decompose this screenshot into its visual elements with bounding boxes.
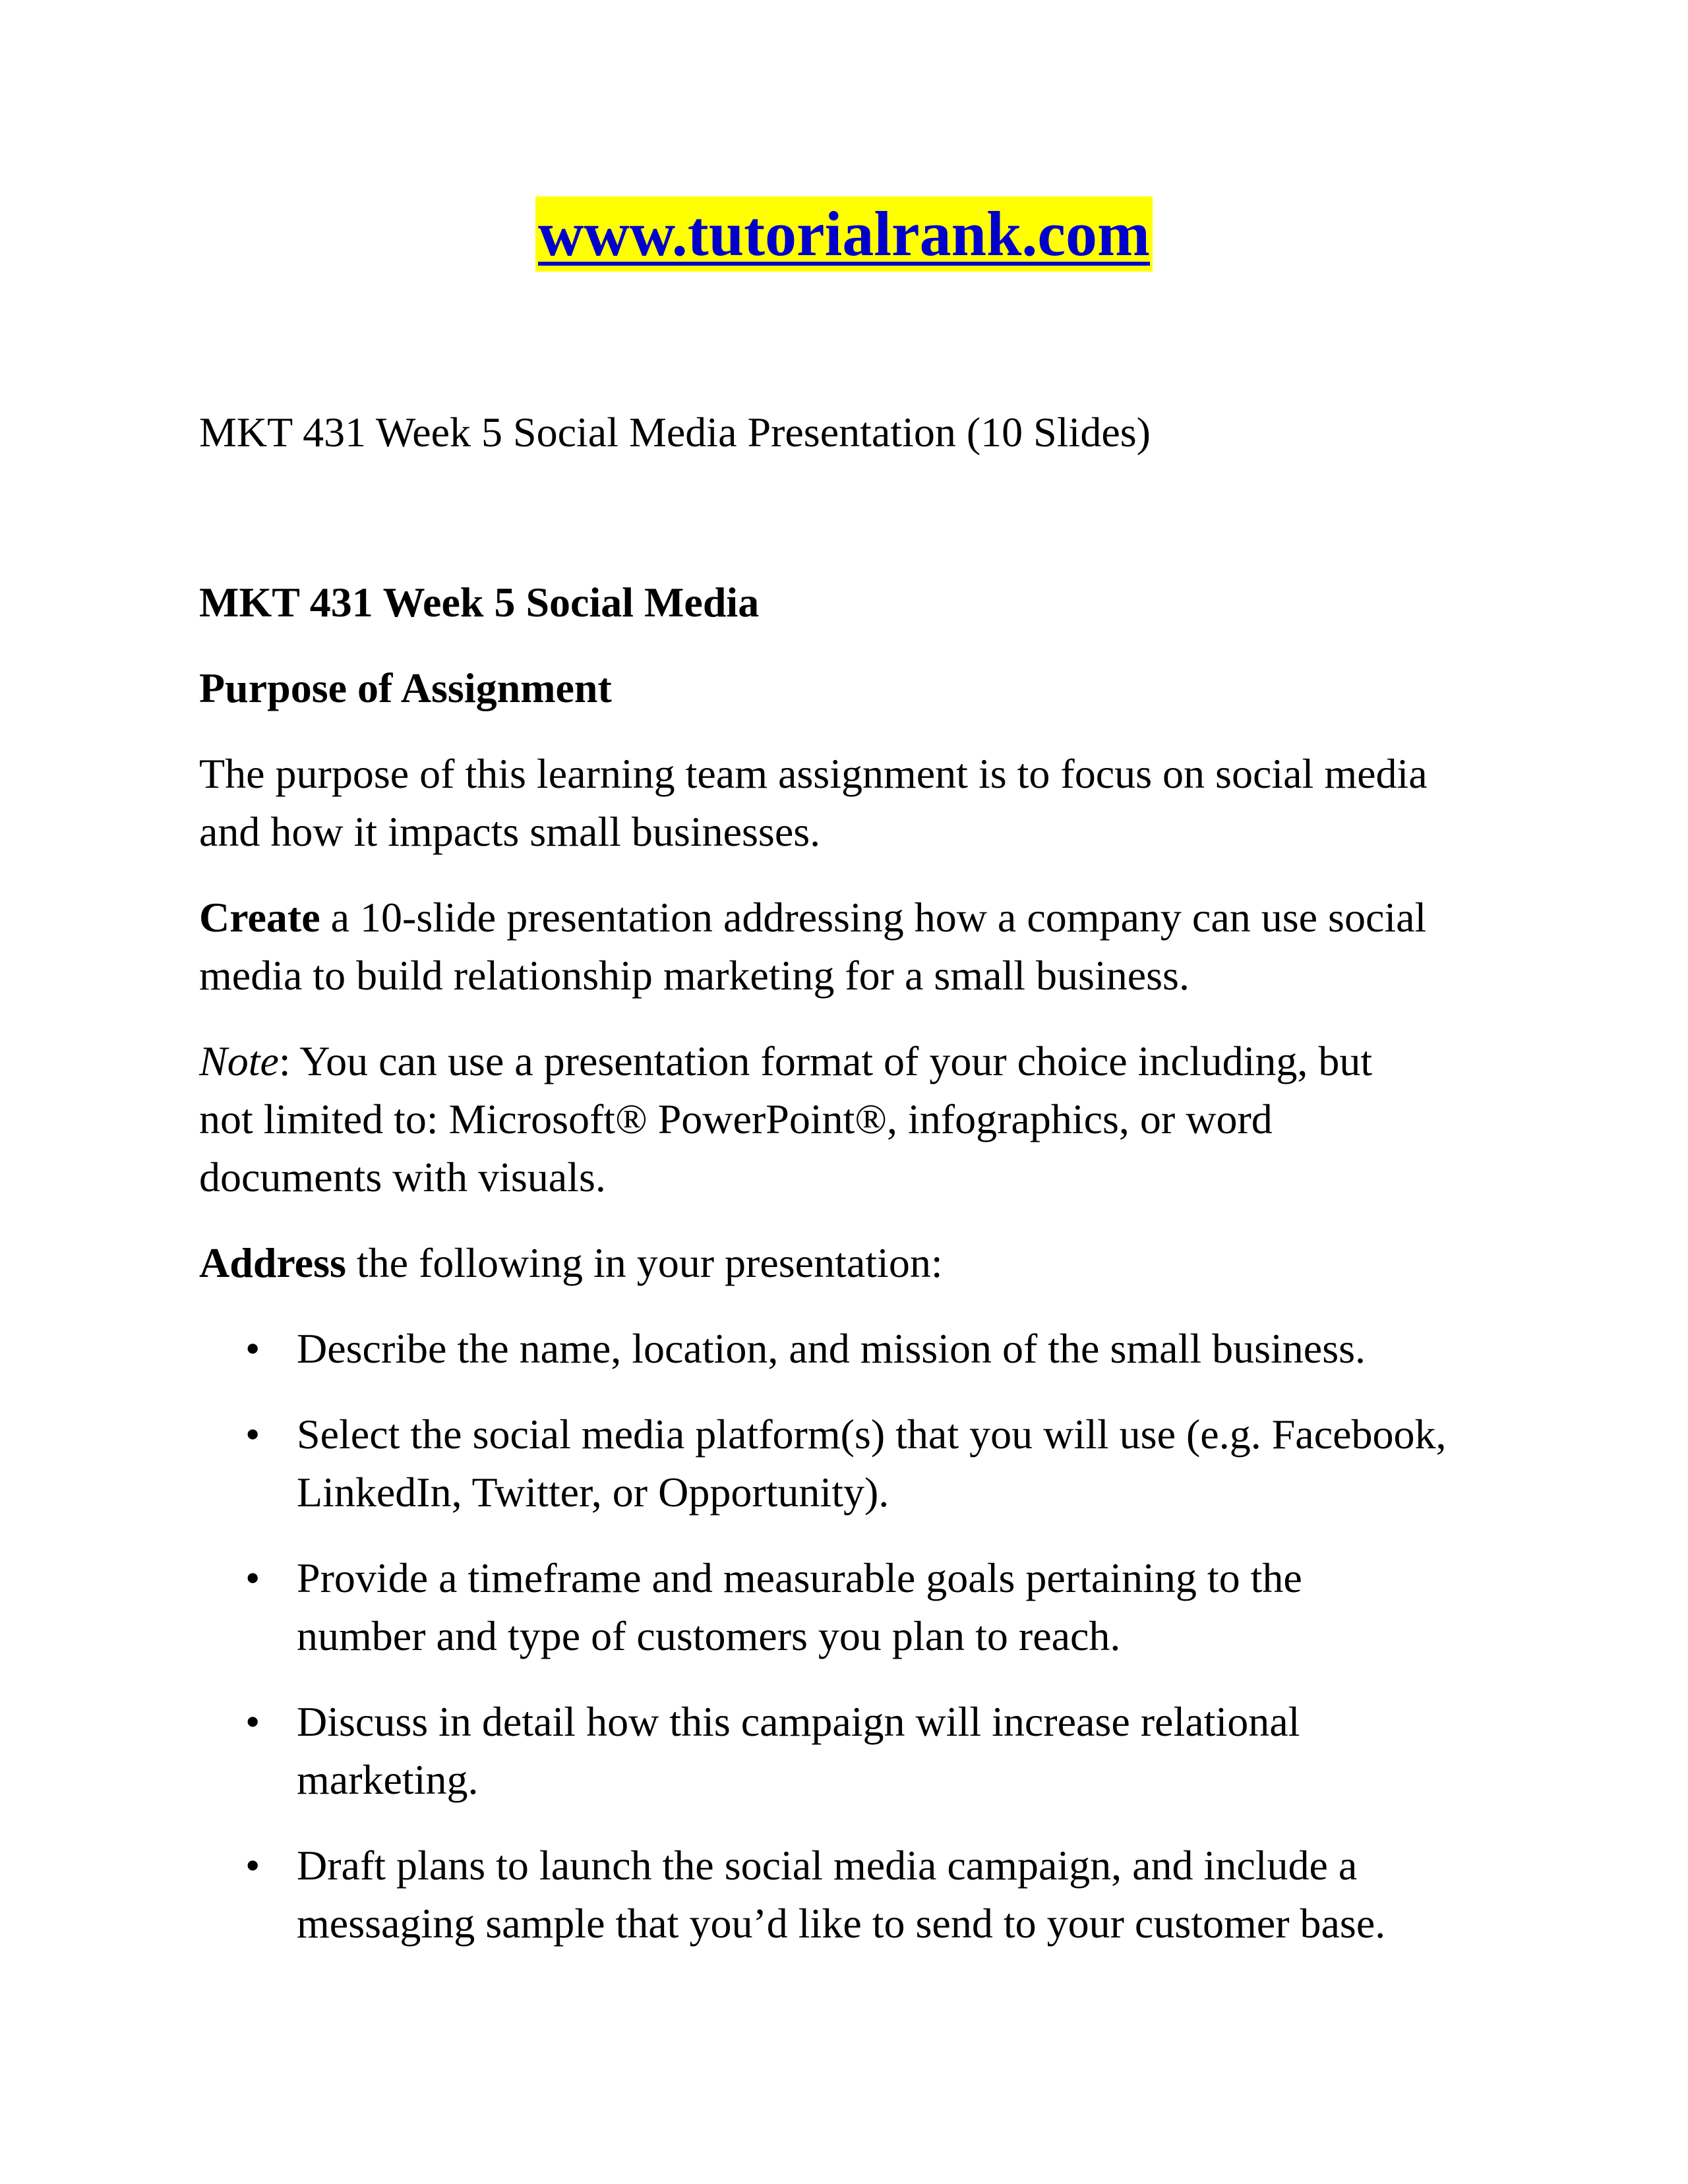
bullet-item-4-line-1: Discuss in detail how this campaign will increase relational xyxy=(297,1698,1300,1745)
create-lead: Create xyxy=(199,894,320,941)
bullet-marker: • xyxy=(245,1554,260,1601)
purpose-paragraph-line-2: and how it impacts small businesses. xyxy=(199,808,821,855)
note-paragraph-line-1 xyxy=(199,1032,1372,1090)
note-line-1-text: : You can use a presentation format of your choice including, but xyxy=(278,1038,1373,1084)
note-paragraph-line-2: not limited to: Microsoft® PowerPoint®, infographics, or word xyxy=(199,1096,1273,1142)
address-lead: Address xyxy=(199,1239,346,1286)
create-line-1-text: a 10-slide presentation addressing how a company can use social xyxy=(320,894,1427,941)
address-paragraph xyxy=(199,1234,943,1292)
bullet-marker: • xyxy=(245,1411,260,1458)
bullet-marker: • xyxy=(245,1325,260,1372)
bullet-item-1-line-1: Describe the name, location, and mission of the small business. xyxy=(297,1325,1366,1372)
purpose-heading: Purpose of Assignment xyxy=(199,664,612,711)
note-lead: Note xyxy=(199,1038,279,1084)
address-text: the following in your presentation: xyxy=(346,1239,943,1286)
bullet-item-2-line-2: LinkedIn, Twitter, or Opportunity). xyxy=(297,1469,889,1516)
create-paragraph-line-2: media to build relationship marketing for a small business. xyxy=(199,952,1190,999)
create-paragraph-line-1 xyxy=(199,889,1426,947)
purpose-paragraph-line-1: The purpose of this learning team assignment is to focus on social media xyxy=(199,750,1428,797)
bullet-item-3-line-2: number and type of customers you plan to reach. xyxy=(297,1612,1121,1659)
bullet-marker: • xyxy=(245,1698,260,1745)
section-heading: MKT 431 Week 5 Social Media xyxy=(199,579,760,626)
bullet-item-3-line-1: Provide a timeframe and measurable goals pertaining to the xyxy=(297,1554,1302,1601)
bullet-item-2-line-1: Select the social media platform(s) that you will use (e.g. Facebook, xyxy=(297,1411,1447,1458)
note-paragraph-line-3: documents with visuals. xyxy=(199,1154,606,1200)
bullet-item-4-line-2: marketing. xyxy=(297,1756,479,1803)
bullet-item-5-line-2: messaging sample that you’d like to send to your customer base. xyxy=(297,1900,1386,1947)
bullet-marker: • xyxy=(245,1842,260,1889)
website-link[interactable]: www.tutorialrank.com xyxy=(535,196,1153,272)
document-title: MKT 431 Week 5 Social Media Presentation (10 Slides) xyxy=(199,409,1151,456)
header xyxy=(0,196,1688,272)
bullet-item-5-line-1: Draft plans to launch the social media campaign, and include a xyxy=(297,1842,1358,1889)
